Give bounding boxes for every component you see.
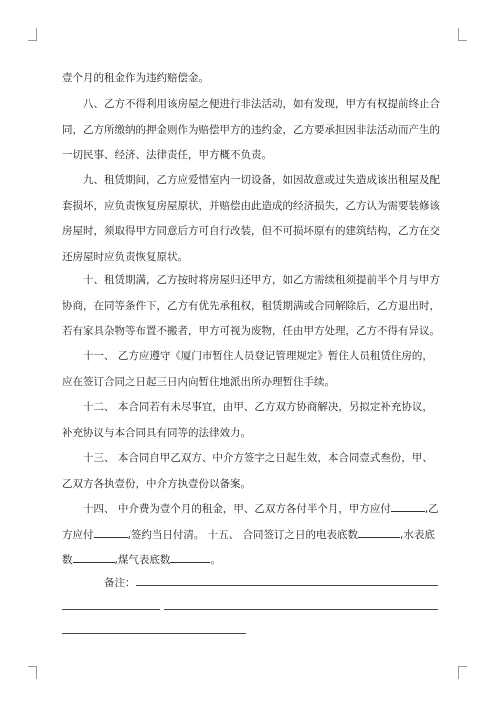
paragraph-continuation: 壹个月的租金作为违约赔偿金。 [62,72,209,84]
crop-mark-bottom-left [28,666,37,679]
party-b-fee-blank [94,526,128,538]
clause-9: 九、租赁期间，乙方应爱惜室内一切设备，如因故意或过失造成该出租屋及配套损坏，应负责恢复房屋原状，并赔偿由此造成的经济损失，乙方认为需要装修该房屋时，须取得甲方同意后方可自行改装，但不可损坏原有的建筑结构，乙方在交还房屋时应负责恢复原状。 [62,174,440,263]
party-a-fee-blank [391,500,425,512]
clause-14-text-b: ,乙方应付 [62,503,439,541]
clause-15-text-e: ,煤气表底数 [114,554,171,566]
gas-meter-blank [170,551,210,563]
remark-line-1 [136,585,438,586]
water-meter-blank [73,551,115,563]
clause-13: 十三、 本合同自甲乙双方、中介方签字之日起生效，本合同壹式叁份，甲、乙双方各执壹份，中介方执壹份以备案。 [62,452,433,490]
clause-15-text-d: ,水表底数 [62,528,435,566]
crop-mark-top-left [28,28,37,41]
crop-mark-bottom-right [458,666,467,679]
clause-14-text-a: 十四、 中介费为壹个月的租金，甲、乙双方各付半个月，甲方应付 [83,503,391,515]
clause-8: 八、乙方不得利用该房屋之便进行非法活动，如有发现，甲方有权提前终止合同，乙方所缴纳的押金则作为赔偿甲方的违约金，乙方要承担因非法活动而产生的一切民事、经济、法律责任，甲方概不负责。 [62,98,440,161]
remark-line-2a [62,609,160,610]
remark-label: 备注： [104,577,136,589]
clause-11: 十一、 乙方应遵守《厦门市暂住人员登记管理规定》暂住人员租赁住房的，应在签订合同之日起三日内向暂住地派出所办理暂住手续。 [62,350,433,388]
electric-meter-blank [358,526,400,538]
clause-14-text-c: ,签约当日付清。 十五、 合同签订之日的电表底数 [127,528,359,541]
remark-line-3 [62,633,246,634]
crop-mark-top-right [458,28,467,41]
clause-15-text-f: 。 [210,554,221,566]
clause-12: 十二、 本合同若有未尽事宜，由甲、乙方双方协商解决，另拟定补充协议，补充协议与本合同具有同等的法律效力。 [62,401,433,439]
clause-14-15 [62,497,442,574]
clause-10: 十、租赁期满，乙方按时将房屋归还甲方，如乙方需续租须提前半个月与甲方协商，在同等条件下，乙方有优先承租权，租赁期满或合同解除后，乙方退出时，若有家具杂物等布置不搬者，甲方可视为废物，任由甲方处理，乙方不得有异议。 [62,274,440,337]
remark-line-2b [164,609,438,610]
